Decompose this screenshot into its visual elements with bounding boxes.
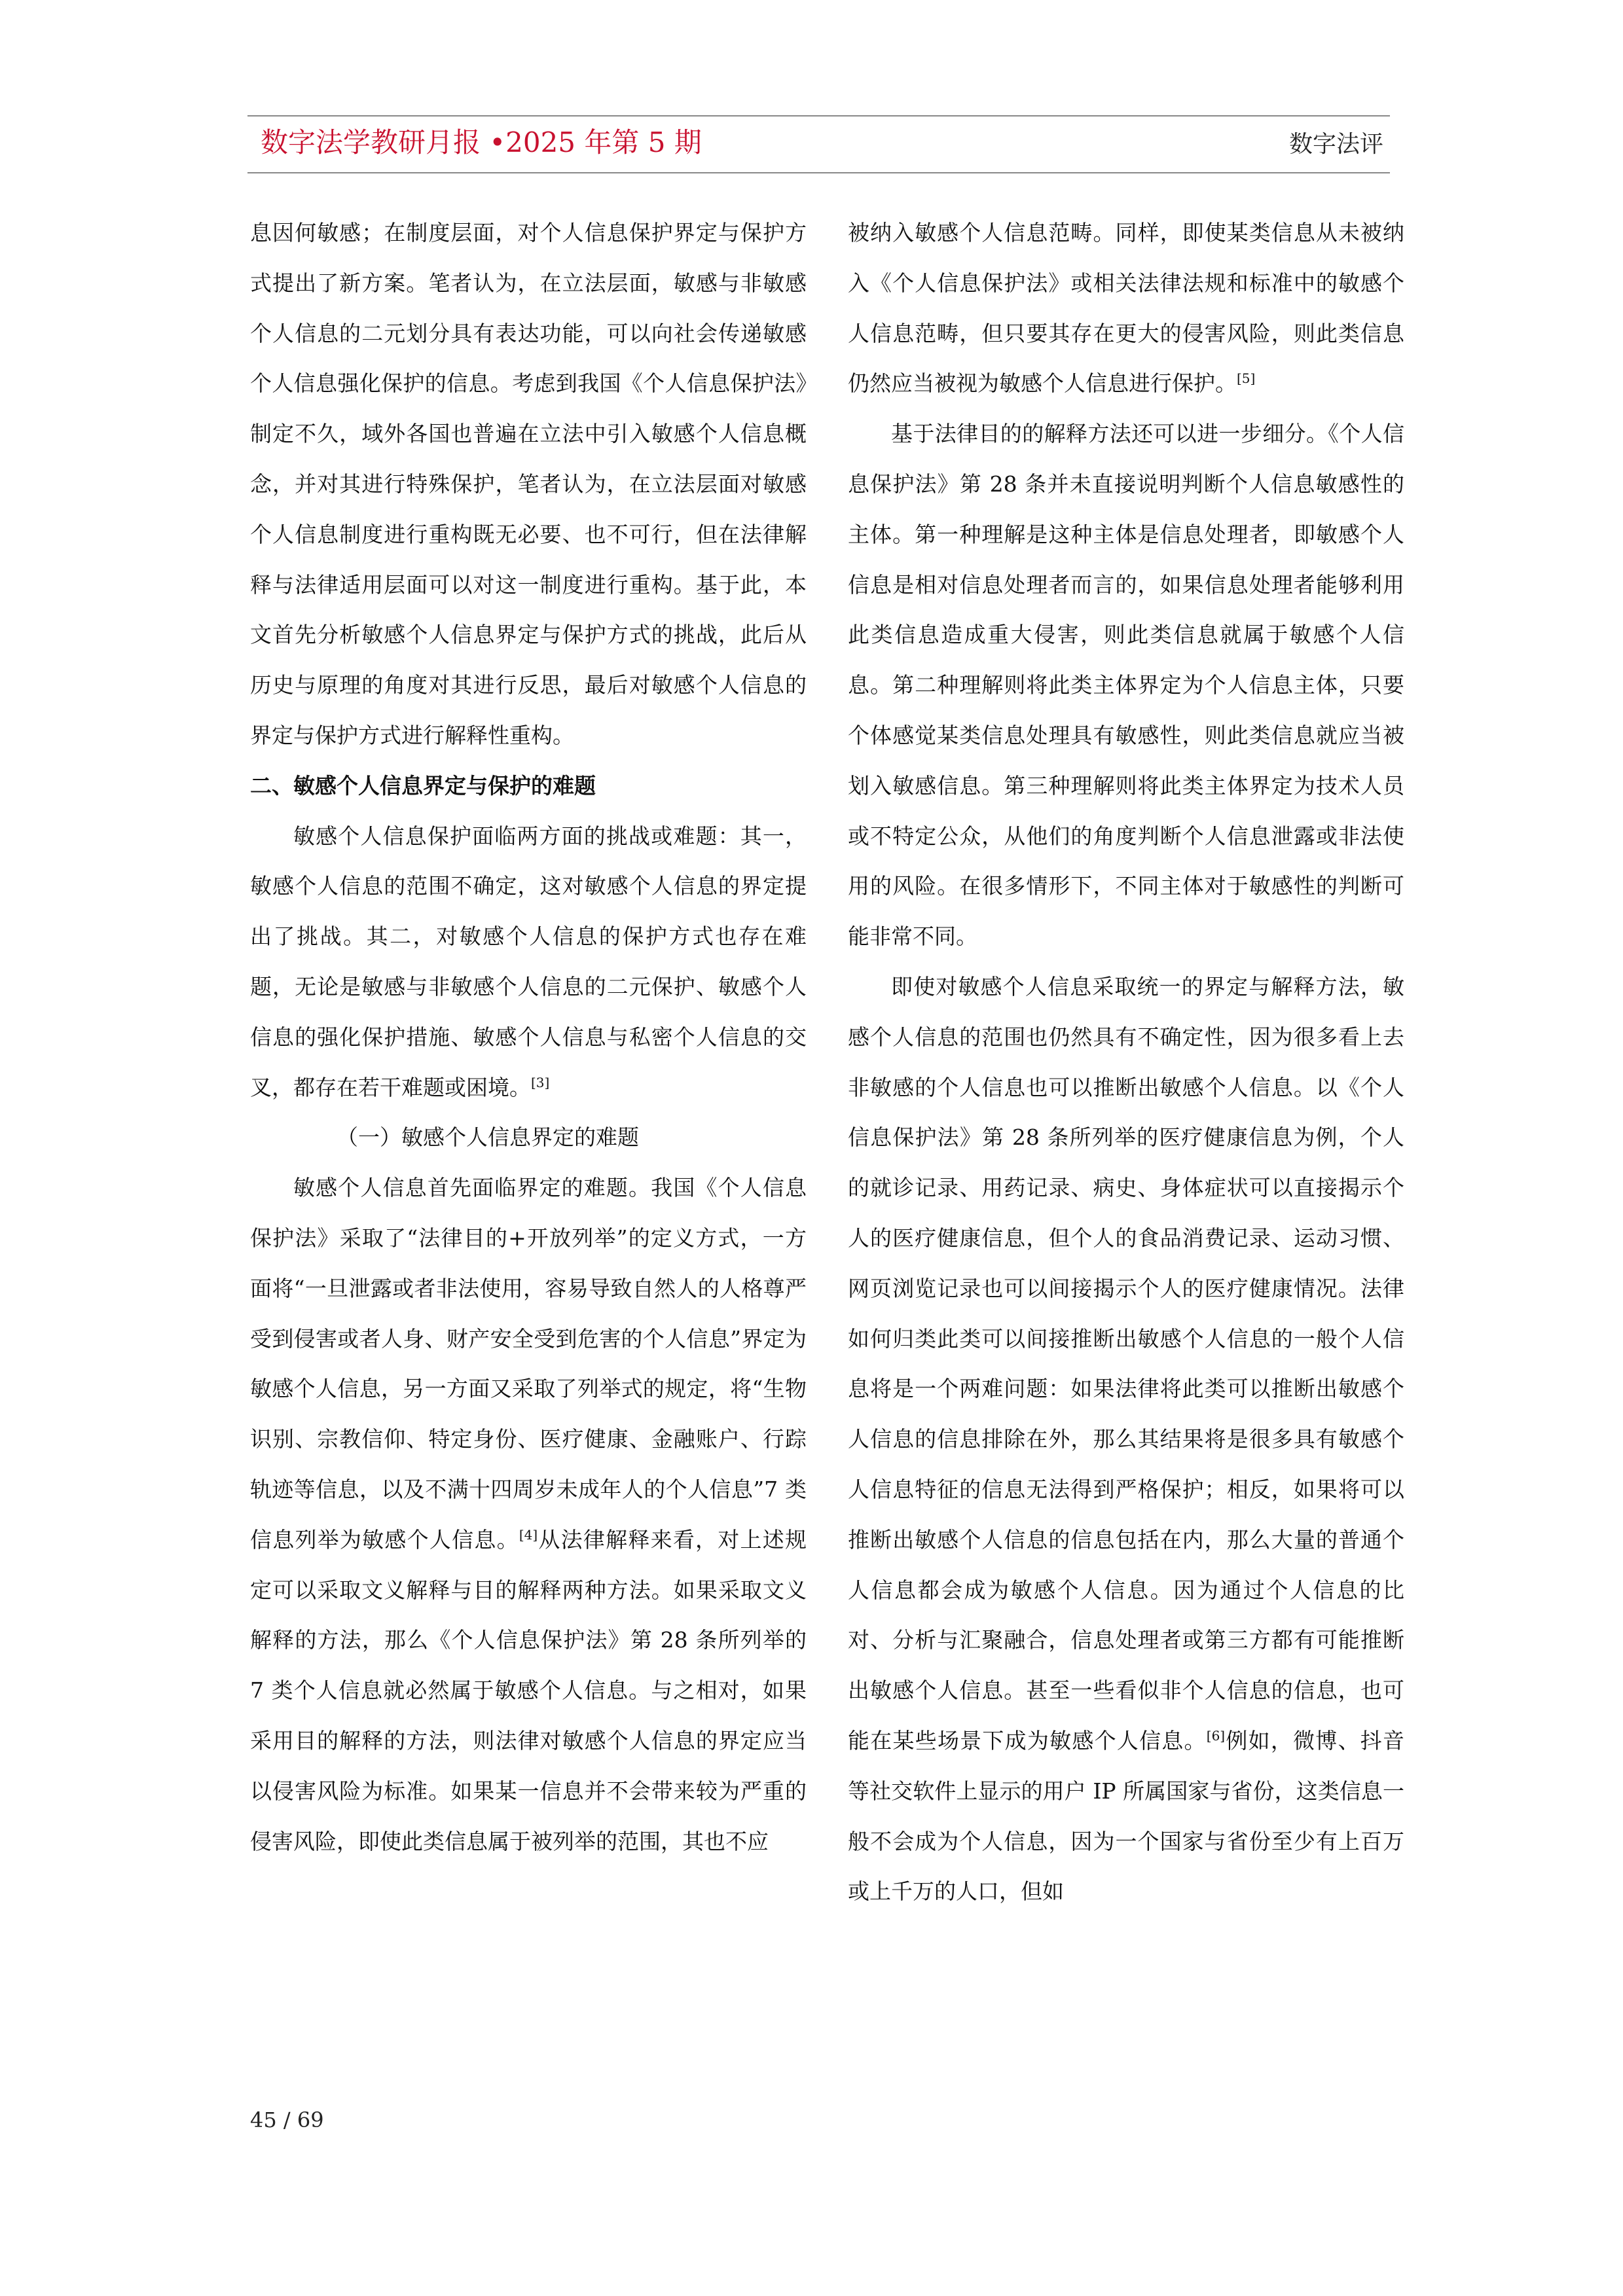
journal-title: 数字法学教研月报 •2025 年第 5 期 — [261, 126, 702, 158]
section-heading: 二、敏感个人信息界定与保护的难题 — [250, 772, 596, 798]
paragraph: 敏感个人信息保护面临两方面的挑战或难题：其一，敏感个人信息的范围不确定，这对敏感个人信息的界定提出了挑战。其二，对敏感个人信息的保护方式也存在难题，无论是敏感与非敏感个人信息的二元保护、敏感个人信息的强化保护措施、敏感个人信息与私密个人信息的交叉，都存在若干难题或困境。[3] — [250, 823, 807, 1100]
citation-ref: [5] — [1237, 370, 1256, 387]
paragraph: 被纳入敏感个人信息范畴。同样，即使某类信息从未被纳入《个人信息保护法》或相关法律法规和标准中的敏感个人信息范畴，但只要其存在更大的侵害风险，则此类信息仍然应当被视为敏感个人信息进行保护。[5] — [848, 220, 1404, 397]
section-label: 数字法评 — [1288, 131, 1383, 158]
right-column — [848, 208, 1404, 1917]
citation-ref: [3] — [531, 1074, 550, 1090]
subsection-heading: （一）敏感个人信息界定的难题 — [337, 1124, 639, 1151]
paragraph: 敏感个人信息首先面临界定的难题。我国《个人信息保护法》采取了“法律目的+开放列举”的定义方式，一方面将“一旦泄露或者非法使用，容易导致自然人的人格尊严受到侵害或者人身、财产安全受到危害的个人信息”界定为敏感个人信息，另一方面又采取了列举式的规定，将“生物识别、宗教信仰、特定身份、医疗健康、金融账户、行踪轨迹等信息，以及不满十四周岁未成年人的个人信息”7 类信息列举为敏感个人信息。[4]从法律解释来看，对上述规定可以采取文义解释与目的解释两种方法。如果采取文义解释的方法，那么《个人信息保护法》第 28 条所列举的 7 类个人信息就必然属于敏感个人信息。与之相对，如果采用目的解释的方法，则法律对敏感个人信息的界定应当以侵害风险为标准。如果某一信息并不会带来较为严重的侵害风险，即使此类信息属于被列举的范围，其也不应 — [250, 1175, 807, 1854]
citation-ref: [6] — [1206, 1727, 1226, 1744]
page-number: 45 / 69 — [250, 2108, 324, 2132]
left-column — [250, 208, 807, 1867]
citation-ref: [4] — [519, 1526, 538, 1543]
running-header — [247, 115, 1390, 173]
paragraph: 息因何敏感；在制度层面，对个人信息保护界定与保护方式提出了新方案。笔者认为，在立法层面，敏感与非敏感个人信息的二元划分具有表达功能，可以向社会传递敏感个人信息强化保护的信息。考虑到我国《个人信息保护法》制定不久，域外各国也普遍在立法中引入敏感个人信息概念，并对其进行特殊保护，笔者认为，在立法层面对敏感个人信息制度进行重构既无必要、也不可行，但在法律解释与法律适用层面可以对这一制度进行重构。基于此，本文首先分析敏感个人信息界定与保护方式的挑战，此后从历史与原理的角度对其进行反思，最后对敏感个人信息的界定与保护方式进行解释性重构。 — [250, 220, 807, 748]
paragraph: 即使对敏感个人信息采取统一的界定与解释方法，敏感个人信息的范围也仍然具有不确定性，因为很多看上去非敏感的个人信息也可以推断出敏感个人信息。以《个人信息保护法》第 28 条所列举的医疗健康信息为例，个人的就诊记录、用药记录、病史、身体症状可以直接揭示个人的医疗健康信息，但个人的食品消费记录、运动习惯、网页浏览记录也可以间接揭示个人的医疗健康情况。法律如何归类此类可以间接推断出敏感个人信息的一般个人信息将是一个两难问题：如果法律将此类可以推断出敏感个人信息的信息排除在外，那么其结果将是很多具有敏感个人信息特征的信息无法得到严格保护；相反，如果将可以推断出敏感个人信息的信息包括在内，那么大量的普通个人信息都会成为敏感个人信息。因为通过个人信息的比对、分析与汇聚融合，信息处理者或第三方都有可能推断出敏感个人信息。甚至一些看似非个人信息的信息，也可能在某些场景下成为敏感个人信息。[6]例如，微博、抖音等社交软件上显示的用户 IP 所属国家与省份，这类信息一般不会成为个人信息，因为一个国家与省份至少有上百万或上千万的人口，但如 — [848, 973, 1404, 1905]
paragraph: 基于法律目的的解释方法还可以进一步细分。《个人信息保护法》第 28 条并未直接说明判断个人信息敏感性的主体。第一种理解是这种主体是信息处理者，即敏感个人信息是相对信息处理者而言的，如果信息处理者能够利用此类信息造成重大侵害，则此类信息就属于敏感个人信息。第二种理解则将此类主体界定为个人信息主体，只要个体感觉某类信息处理具有敏感性，则此类信息就应当被划入敏感信息。第三种理解则将此类主体界定为技术人员或不特定公众，从他们的角度判断个人信息泄露或非法使用的风险。在很多情形下，不同主体对于敏感性的判断可能非常不同。 — [848, 421, 1404, 950]
